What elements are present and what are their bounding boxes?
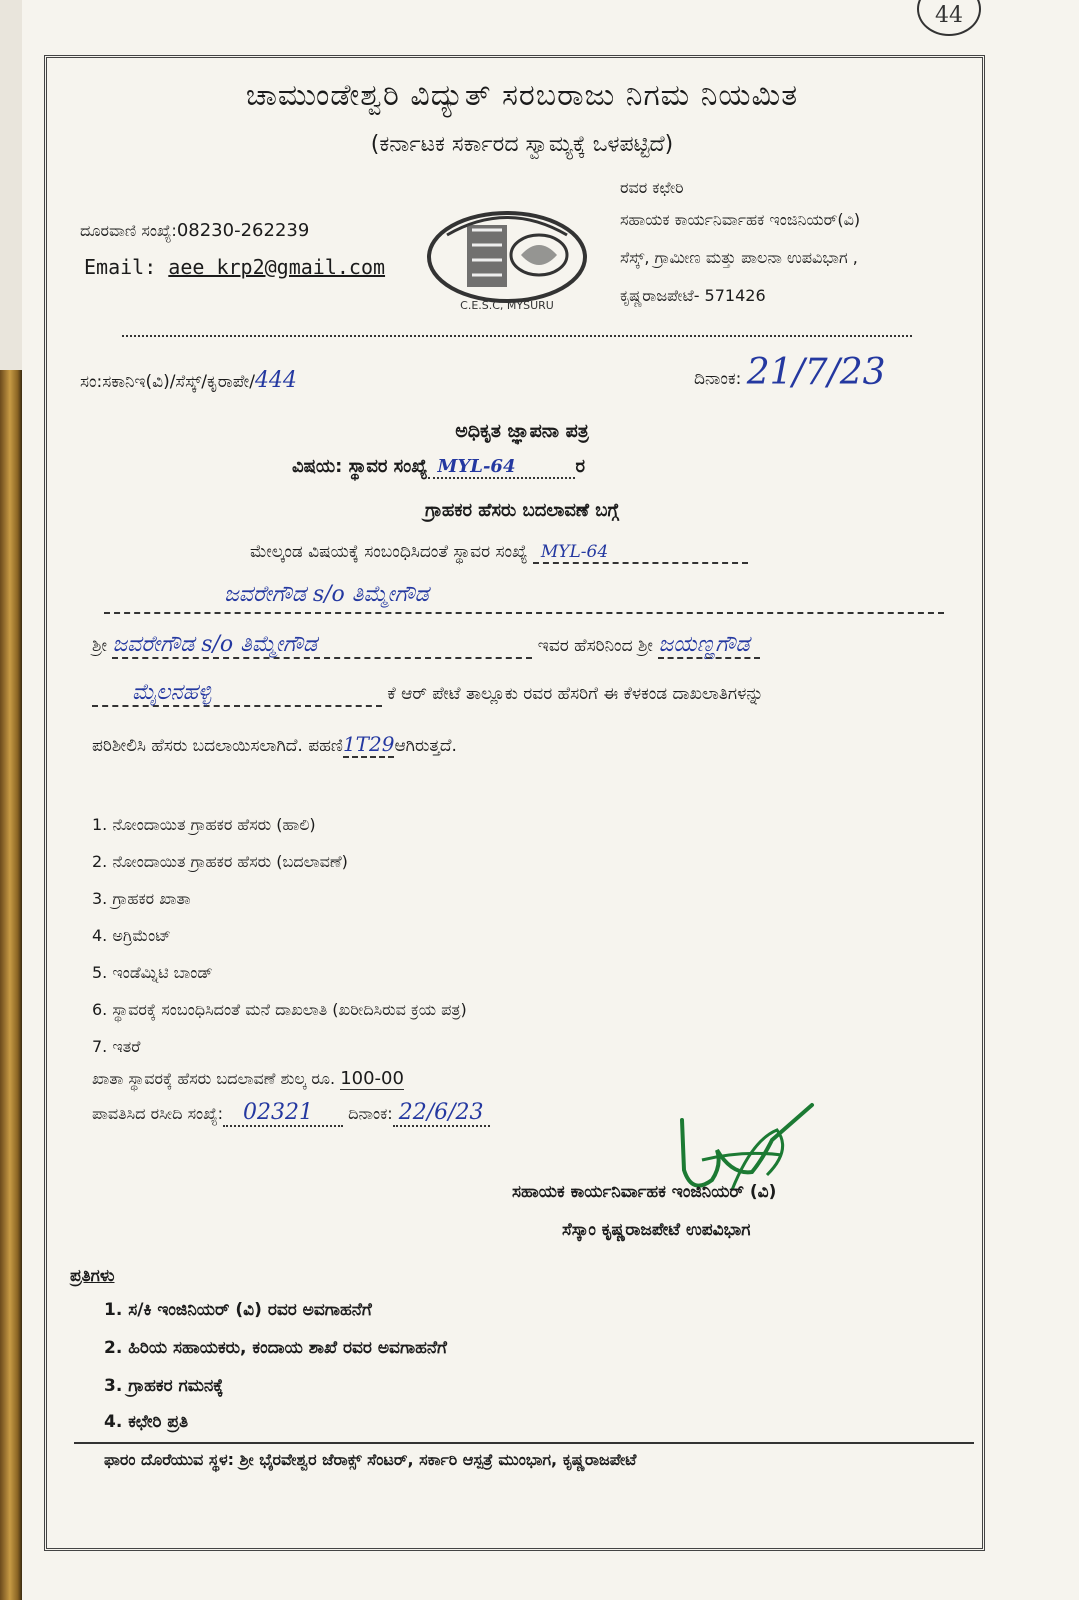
email-label: Email: xyxy=(84,255,157,279)
current-consumer-name: ಜವರೇಗೌಡ s/o ತಿಮ್ಮೇಗೌಡ xyxy=(112,632,532,659)
office-line-2: ಸಹಾಯಕ ಕಾರ್ಯನಿರ್ವಾಹಕ ಇಂಜಿನಿಯರ್(ವಿ) xyxy=(620,210,861,229)
signatory-office: ಸೆಸ್ಕಾಂ ಕೃಷ್ಣರಾಜಪೇಟೆ ಉಪವಿಭಾಗ xyxy=(562,1220,751,1240)
memo-heading: ಅಧಿಕೃತ ಜ್ಞಾಪನಾ ಪತ್ರ xyxy=(455,420,589,442)
subject-value: MYL-64 xyxy=(428,456,576,479)
email-address: aee krp2@gmail.com xyxy=(168,255,386,279)
office-line-4: ಕೃಷ್ಣರಾಜಪೇಟೆ- 571426 xyxy=(620,286,766,305)
binder-edge xyxy=(0,370,22,1600)
shri-label: ಶ್ರೀ xyxy=(92,636,107,656)
subject-line-2: ಗ್ರಾಹಕರ ಹೆಸರು ಬದಲಾವಣೆ ಬಗ್ಗೆ xyxy=(425,500,619,521)
receipt-line xyxy=(92,1100,490,1125)
document-item-7: 7. ಇತರೆ xyxy=(92,1037,141,1056)
date-label: ದಿನಾಂಕ: xyxy=(694,369,742,389)
logo-text: C.E.S.C, MYSURU xyxy=(460,299,554,312)
document-item-6: 6. ಸ್ಥಾವರಕ್ಕೆ ಸಂಬಂಧಿಸಿದಂತೆ ಮನೆ ದಾಖಲಾತಿ (ಖರೀದಿಸಿರುವ ಕ್ರಯ ಪತ್ರ) xyxy=(92,1000,467,1019)
verification-line xyxy=(92,732,457,756)
old-consumer-name: ಜವರೇಗೌಡ s/o ತಿಮ್ಮೇಗೌಡ xyxy=(224,582,429,607)
name-change-line xyxy=(92,632,760,659)
header-divider xyxy=(122,335,912,337)
document-item-5: 5. ಇಂಡೆಮ್ನಿಟಿ ಬಾಂಡ್ xyxy=(92,963,213,982)
subject-label: ವಿಷಯ: ಸ್ಥಾವರ ಸಂಖ್ಯೆ xyxy=(292,456,428,477)
org-name: ಚಾಮುಂಡೇಶ್ವರಿ ವಿದ್ಯುತ್ ಸರಬರಾಜು ನಿಗಮ ನಿಯಮಿತ xyxy=(245,78,799,113)
letter-date xyxy=(694,352,886,393)
office-line-1: ರವರ ಕಛೇರಿ xyxy=(620,178,684,197)
email-line xyxy=(84,255,385,279)
receipt-number: 02321 xyxy=(223,1100,343,1127)
reference-value: 444 xyxy=(254,368,297,393)
installation-number: MYL-64 xyxy=(533,542,748,564)
fee-amount: 100-00 xyxy=(340,1068,404,1089)
document-item-1: 1. ನೋಂದಾಯಿತ ಗ್ರಾಹಕರ ಹೆಸರು (ಹಾಲಿ) xyxy=(92,815,316,834)
phone-label: ದೂರವಾಣಿ ಸಂಖ್ಯೆ: xyxy=(80,221,177,240)
paragraph-start xyxy=(250,542,748,562)
fee-line xyxy=(92,1068,404,1089)
fee-label: ಖಾತಾ ಸ್ಥಾವರಕ್ಕೆ ಹೆಸರು ಬದಲಾವಣೆ ಶುಲ್ಕ ರೂ. xyxy=(92,1069,336,1088)
document-page xyxy=(22,0,1079,1600)
document-item-4: 4. ಅಗ್ರಿಮೆಂಟ್ xyxy=(92,926,171,945)
village-suffix: ಕೆ ಆರ್ ಪೇಟೆ ತಾಲ್ಲೂಕು ರವರ ಹೆಸರಿಗೆ ಈ ಕೆಳಕಂಡ ದಾಖಲಾತಿಗಳನ್ನು xyxy=(387,684,764,704)
subject-suffix: ರ xyxy=(575,456,585,477)
village-name: ಮೈಲನಹಳ್ಳಿ xyxy=(92,680,382,707)
paragraph-text: ಮೇಲ್ಕಂಡ ವಿಷಯಕ್ಕೆ ಸಂಬಂಧಿಸಿದಂತೆ ಸ್ಥಾವರ ಸಂಖ್ಯೆ xyxy=(250,542,528,562)
verification-text: ಪರಿಶೀಲಿಸಿ ಹೆಸರು ಬದಲಾಯಿಸಲಾಗಿದೆ. ಪಹಣಿ xyxy=(92,736,343,756)
pahani-number: 1T29 xyxy=(342,732,395,756)
old-consumer-line xyxy=(104,582,944,614)
phone-number: 08230-262239 xyxy=(176,220,310,241)
document-item-2: 2. ನೋಂದಾಯಿತ ಗ್ರಾಹಕರ ಹೆಸರು (ಬದಲಾವಣೆ) xyxy=(92,852,348,871)
copy-item-1: 1. ಸ/ಕಿ ಇಂಜಿನಿಯರ್ (ವಿ) ರವರ ಅವಗಾಹನೆಗೆ xyxy=(104,1300,372,1320)
footer-divider xyxy=(74,1442,974,1444)
from-name-text: ಇವರ ಹೆಸರಿನಿಂದ ಶ್ರೀ xyxy=(537,636,653,656)
receipt-label: ಪಾವತಿಸಿದ ರಸೀದಿ ಸಂಖ್ಯೆ: xyxy=(92,1104,224,1123)
verification-end: ಆಗಿರುತ್ತದೆ. xyxy=(394,736,457,756)
new-consumer-name: ಜಯಣ್ಣಗೌಡ xyxy=(658,632,759,659)
copy-item-3: 3. ಗ್ರಾಹಕರ ಗಮನಕ್ಕೆ xyxy=(104,1376,224,1396)
village-line xyxy=(92,680,763,707)
reference-number xyxy=(80,368,297,393)
receipt-date-label: ದಿನಾಂಕ: xyxy=(348,1104,393,1123)
phone-line xyxy=(80,220,309,241)
copy-item-2: 2. ಹಿರಿಯ ಸಹಾಯಕರು, ಕಂದಾಯ ಶಾಖೆ ರವರ ಅವಗಾಹನೆಗೆ xyxy=(104,1338,447,1358)
office-line-3: ಸೆಸ್ಕ್, ಗ್ರಾಮೀಣ ಮತ್ತು ಪಾಲನಾ ಉಪವಿಭಾಗ , xyxy=(620,248,858,267)
signatory-title: ಸಹಾಯಕ ಕಾರ್ಯನಿರ್ವಾಹಕ ಇಂಜಿನಿಯರ್ (ವಿ) xyxy=(512,1182,777,1202)
document-item-3: 3. ಗ್ರಾಹಕರ ಖಾತಾ xyxy=(92,889,191,908)
date-value: 21/7/23 xyxy=(746,352,886,393)
cesc-logo xyxy=(417,195,597,315)
receipt-date: 22/6/23 xyxy=(393,1100,490,1127)
page-number-circle: 44 xyxy=(917,0,981,36)
reference-label: ಸಂ:ಸಕಾನಿಇ(ವಿ)/ಸೆಸ್ಕ್/ಕೃರಾಪೇ/ xyxy=(80,372,255,392)
subject-line xyxy=(292,456,585,477)
footer-note: ಫಾರಂ ದೊರೆಯುವ ಸ್ಥಳ: ಶ್ರೀ ಭೈರವೇಶ್ವರ ಜೆರಾಕ್ಸ್ ಸೆಂಟರ್, ಸರ್ಕಾರಿ ಆಸ್ಪತ್ರೆ ಮುಂಭಾಗ, ಕೃಷ್ಣರಾಜಪೇಟೆ xyxy=(104,1450,637,1469)
copy-item-4: 4. ಕಛೇರಿ ಪ್ರತಿ xyxy=(104,1412,189,1432)
copies-title: ಪ್ರತಿಗಳು xyxy=(70,1266,115,1286)
org-subtitle: (ಕರ್ನಾಟಕ ಸರ್ಕಾರದ ಸ್ವಾಮ್ಯಕ್ಕೆ ಒಳಪಟ್ಟಿದೆ) xyxy=(370,132,674,157)
